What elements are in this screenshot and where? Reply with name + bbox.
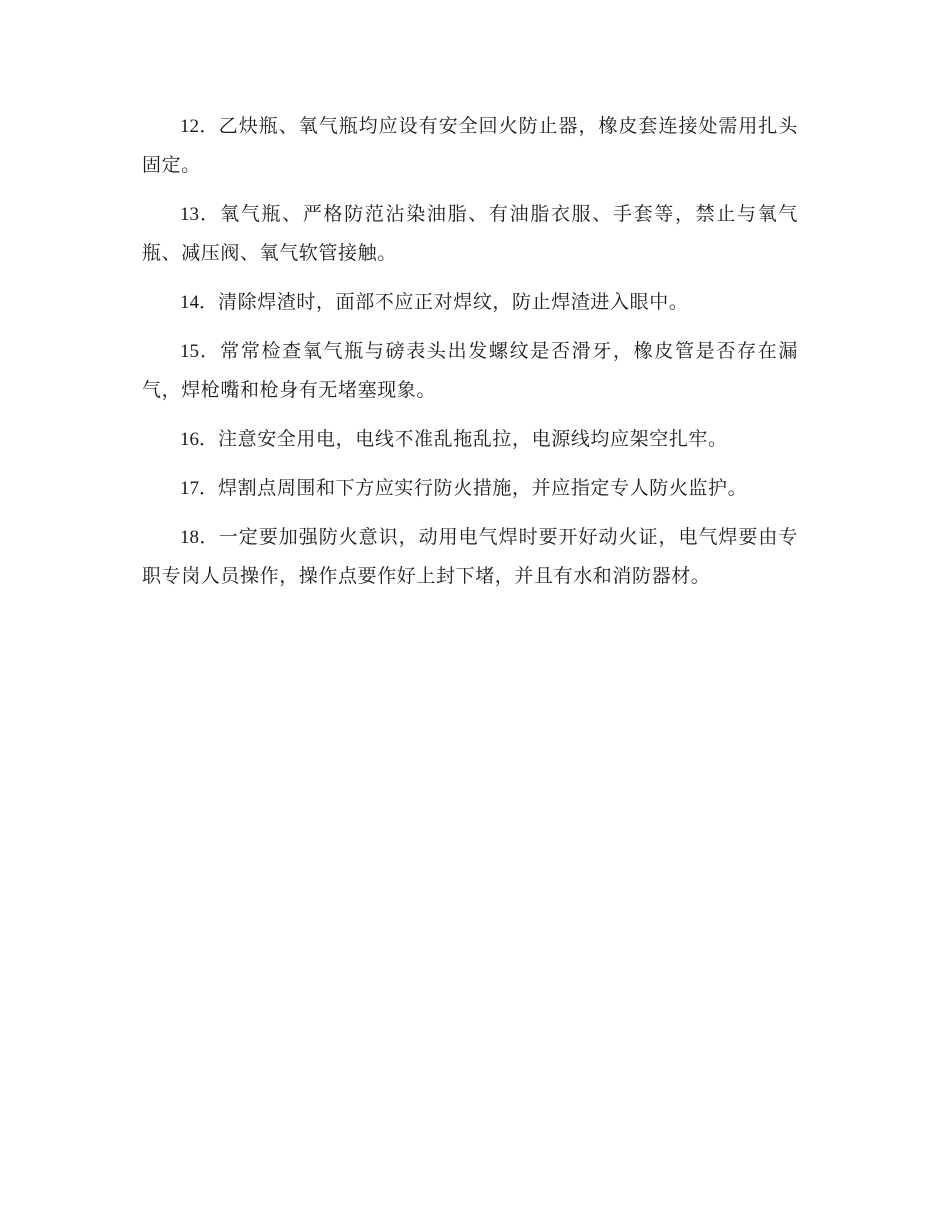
item-12: 12．乙炔瓶、氧气瓶均应设有安全回火防止器，橡皮套连接处需用扎头固定。 — [142, 115, 798, 176]
item-text: 一定要加强防火意识，动用电气焊时要开好动火证，电气焊要由专职专岗人员操作，操作点要作好上封下堵，并且有水和消防器材。 — [142, 526, 798, 587]
item-text: 焊割点周围和下方应实行防火措施，并应指定专人防火监护。 — [218, 477, 748, 499]
item-number: 17 — [180, 478, 199, 499]
item-text: 氧气瓶、严格防范沾染油脂、有油脂衣服、手套等，禁止与氧气瓶、减压阀、氧气软管接触。 — [142, 203, 798, 264]
item-text: 注意安全用电，电线不准乱拖乱拉，电源线均应架空扎牢。 — [218, 428, 728, 450]
item-15: 15．常常检查氧气瓶与磅表头出发螺纹是否滑牙，橡皮管是否存在漏气，焊枪嘴和枪身有无堵塞现象。 — [142, 340, 798, 401]
item-number: 16 — [180, 429, 199, 450]
item-13: 13．氧气瓶、严格防范沾染油脂、有油脂衣服、手套等，禁止与氧气瓶、减压阀、氧气软管接触。 — [142, 203, 798, 264]
item-number: 18 — [180, 527, 199, 548]
item-18: 18．一定要加强防火意识，动用电气焊时要开好动火证，电气焊要由专职专岗人员操作，操作点要作好上封下堵，并且有水和消防器材。 — [142, 526, 798, 587]
item-text: 乙炔瓶、氧气瓶均应设有安全回火防止器，橡皮套连接处需用扎头固定。 — [142, 115, 798, 176]
item-number: 13 — [180, 204, 199, 225]
item-14: 14．清除焊渣时，面部不应正对焊纹，防止焊渣进入眼中。 — [180, 291, 689, 313]
item-number: 15 — [180, 341, 199, 362]
item-text: 常常检查氧气瓶与磅表头出发螺纹是否滑牙，橡皮管是否存在漏气，焊枪嘴和枪身有无堵塞现象。 — [142, 340, 798, 401]
item-number: 14 — [180, 292, 199, 313]
item-text: 清除焊渣时，面部不应正对焊纹，防止焊渣进入眼中。 — [218, 291, 689, 313]
item-16: 16．注意安全用电，电线不准乱拖乱拉，电源线均应架空扎牢。 — [180, 428, 728, 450]
item-17: 17．焊割点周围和下方应实行防火措施，并应指定专人防火监护。 — [180, 477, 748, 499]
item-number: 12 — [180, 116, 199, 137]
document-body — [142, 107, 798, 606]
